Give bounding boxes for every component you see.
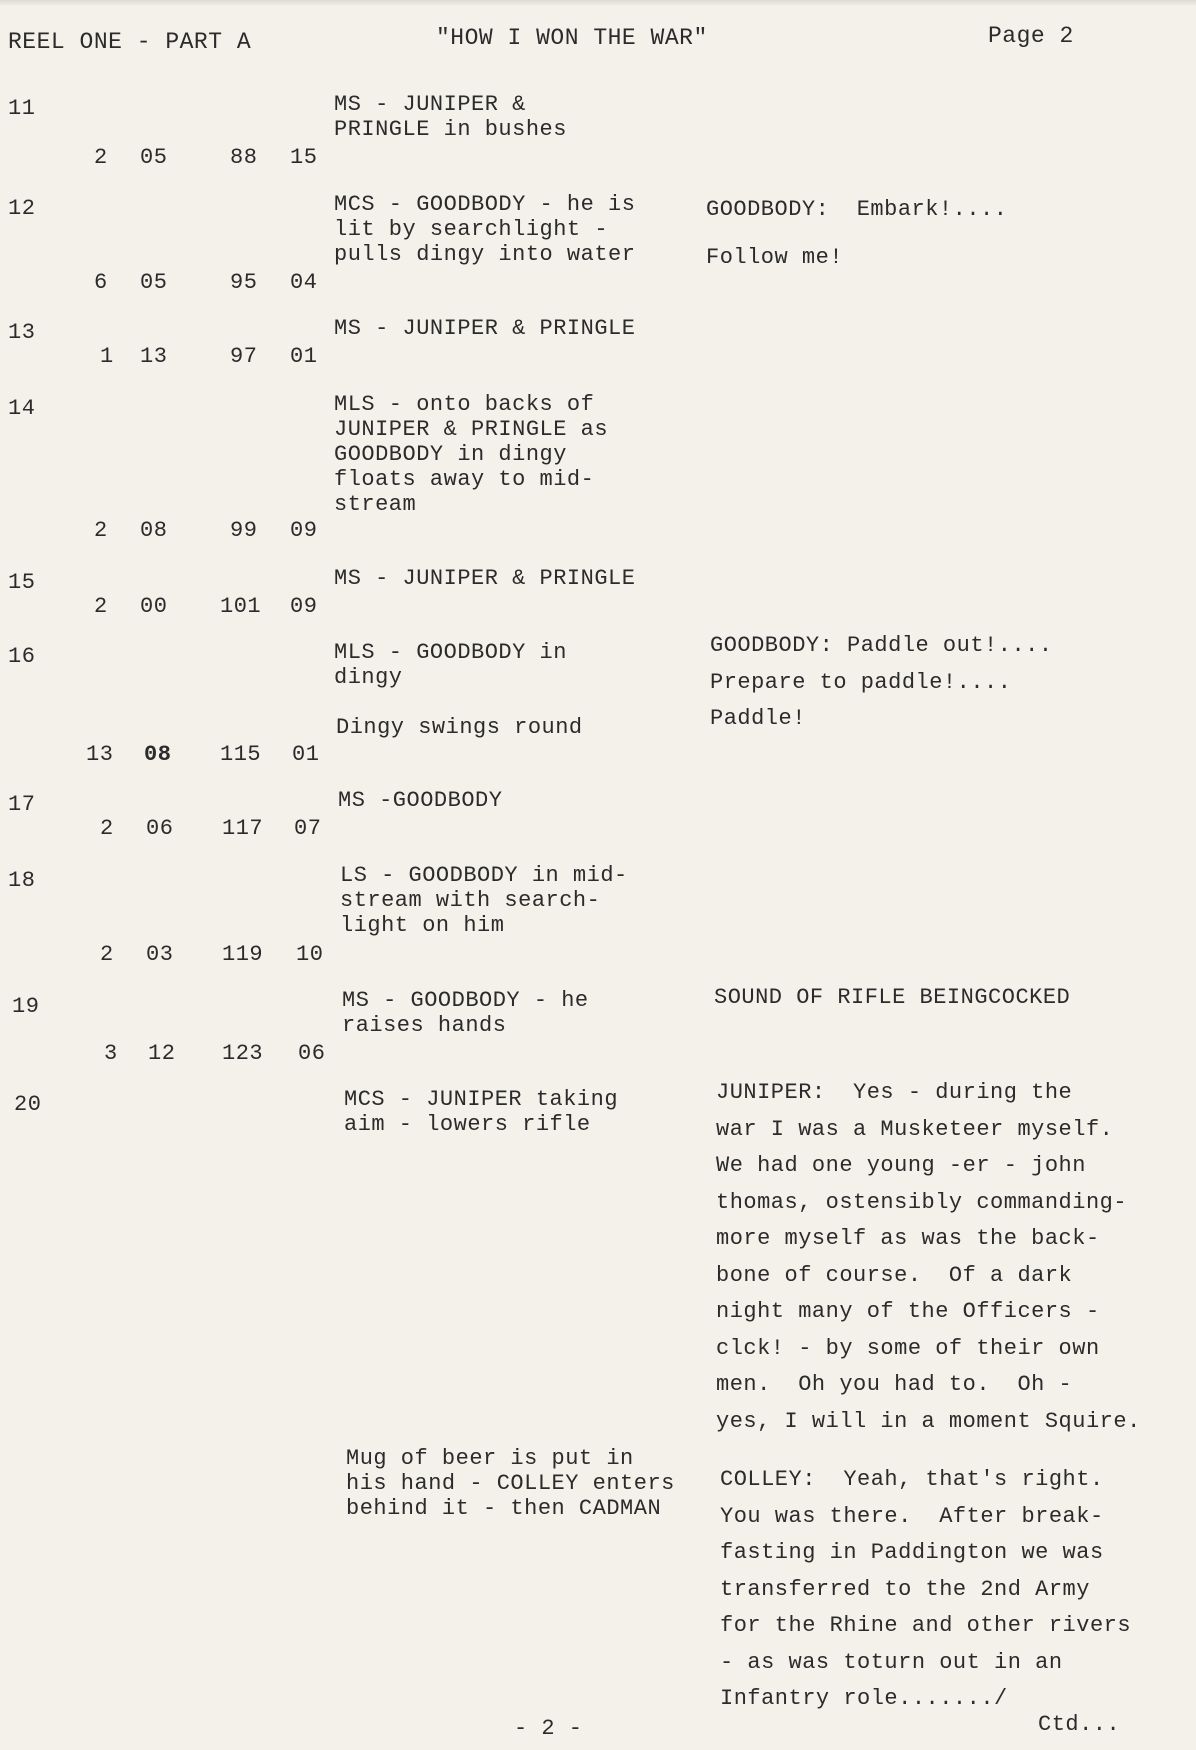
cumulative-feet: 95 <box>230 270 258 295</box>
cumulative-feet: 99 <box>230 518 258 543</box>
footage-frames: 05 <box>140 145 168 170</box>
page-label: Page 2 <box>988 23 1074 49</box>
shot-description: LS - GOODBODY in mid- stream with search- light on him <box>340 863 628 938</box>
shot-number: 14 <box>8 396 36 421</box>
footage-feet: 3 <box>104 1041 118 1066</box>
footage-feet: 1 <box>100 344 114 369</box>
shot-dialogue-continued: COLLEY: Yeah, that's right. You was there. After break- fasting in Paddington we was transferred to the 2nd Army for the Rhine and other rivers - as was toturn out in an Infantry role......./ <box>720 1467 1132 1711</box>
shot-description: MLS - onto backs of JUNIPER & PRINGLE as GOODBODY in dingy floats away to mid- stream <box>334 392 609 517</box>
cumulative-frames: 07 <box>294 816 322 841</box>
footage-feet: 2 <box>94 145 108 170</box>
footage-frames: 13 <box>140 344 168 369</box>
footage-frames: 08 <box>144 742 172 767</box>
shot-number: 15 <box>8 570 36 595</box>
footage-frames: 05 <box>140 270 168 295</box>
shot-dialogue: GOODBODY: Embark!.... Follow me! <box>706 197 1008 270</box>
shot-description: MLS - GOODBODY in dingy <box>334 640 567 690</box>
shot-description: MCS - GOODBODY - he is lit by searchlight - pulls dingy into water <box>334 192 636 267</box>
shot-description: MS - GOODBODY - he raises hands <box>342 988 589 1038</box>
shot-description: MS -GOODBODY <box>338 788 503 813</box>
cumulative-feet: 119 <box>222 942 264 967</box>
cumulative-frames: 09 <box>290 594 318 619</box>
cumulative-frames: 01 <box>290 344 318 369</box>
shot-number: 19 <box>12 994 40 1019</box>
shot-number: 12 <box>8 196 36 221</box>
cumulative-feet: 115 <box>220 742 262 767</box>
shot-number: 16 <box>8 644 36 669</box>
reel-label: REEL ONE - PART A <box>8 29 252 55</box>
shot-number: 13 <box>8 320 36 345</box>
shot-description-continued: Mug of beer is put in his hand - COLLEY enters behind it - then CADMAN <box>346 1446 675 1521</box>
shot-description: MS - JUNIPER & PRINGLE <box>334 566 636 591</box>
cumulative-feet: 101 <box>220 594 262 619</box>
footage-frames: 08 <box>140 518 168 543</box>
paper-edge <box>0 0 1196 6</box>
footage-feet: 6 <box>94 270 108 295</box>
shot-description: MS - JUNIPER & PRINGLE in bushes <box>334 92 567 142</box>
shot-dialogue: GOODBODY: Paddle out!.... Prepare to paddle!.... Paddle! <box>710 633 1053 731</box>
footage-frames: 03 <box>146 942 174 967</box>
shot-number: 11 <box>8 96 36 121</box>
cumulative-feet: 117 <box>222 816 264 841</box>
cumulative-feet: 97 <box>230 344 258 369</box>
cumulative-frames: 06 <box>298 1041 326 1066</box>
footage-frames: 00 <box>140 594 168 619</box>
shot-number: 17 <box>8 792 36 817</box>
shot-description: MCS - JUNIPER taking aim - lowers rifle <box>344 1087 619 1137</box>
cumulative-frames: 09 <box>290 518 318 543</box>
shot-description: MS - JUNIPER & PRINGLE <box>334 316 636 341</box>
shot-number: 20 <box>14 1092 42 1117</box>
shot-description-continued: Dingy swings round <box>336 715 583 740</box>
cumulative-frames: 10 <box>296 942 324 967</box>
footage-frames: 06 <box>146 816 174 841</box>
cumulative-frames: 15 <box>290 145 318 170</box>
shot-number: 18 <box>8 868 36 893</box>
page-number: - 2 - <box>514 1716 583 1741</box>
cumulative-feet: 88 <box>230 145 258 170</box>
footage-frames: 12 <box>148 1041 176 1066</box>
shot-dialogue: JUNIPER: Yes - during the war I was a Musketeer myself. We had one young -er - john thomas, ostensibly commanding- more myself as was the back- bone of course. Of a dark night many of the Officers - clck! - by some of their own men. Oh you had to. Oh - yes, I will in a moment Squire. <box>716 1080 1141 1434</box>
footage-feet: 13 <box>86 742 114 767</box>
cumulative-feet: 123 <box>222 1041 264 1066</box>
cumulative-frames: 04 <box>290 270 318 295</box>
footage-feet: 2 <box>100 942 114 967</box>
footage-feet: 2 <box>94 518 108 543</box>
continued-marker: Ctd... <box>1038 1712 1121 1737</box>
cumulative-frames: 01 <box>292 742 320 767</box>
footage-feet: 2 <box>100 816 114 841</box>
footage-feet: 2 <box>94 594 108 619</box>
shot-dialogue: SOUND OF RIFLE BEINGCOCKED <box>714 985 1071 1010</box>
film-title: "HOW I WON THE WAR" <box>436 25 708 51</box>
